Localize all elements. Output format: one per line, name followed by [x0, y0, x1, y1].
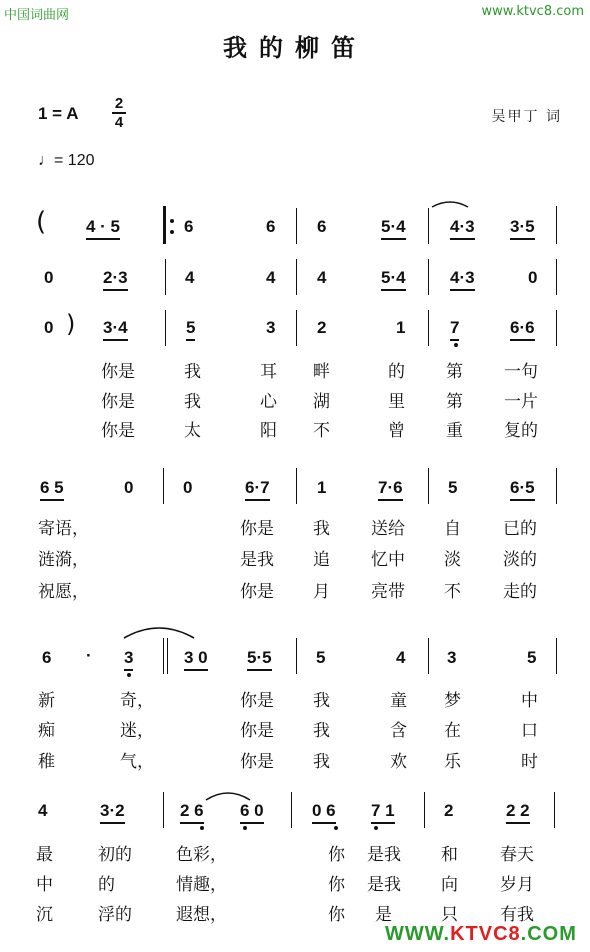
- intro-paren-open: (: [36, 207, 47, 237]
- lyric: 向: [441, 875, 458, 895]
- lyric: 涟漪，: [38, 550, 89, 570]
- lyric: 只: [441, 905, 458, 925]
- lyric: 湖: [313, 392, 330, 412]
- lyric: 你是: [240, 721, 274, 741]
- intro-r3-note-4: 3: [266, 318, 276, 337]
- barline: [296, 259, 297, 295]
- barline: [554, 792, 555, 828]
- intro-r1-note-7: 3·5: [510, 217, 535, 240]
- sys2-note-1: 6 5: [40, 478, 64, 501]
- lyric: 浮的: [98, 905, 132, 925]
- time-signature-top: 2: [114, 95, 124, 112]
- lyric: 稚: [38, 752, 55, 772]
- lyric: 春天: [500, 845, 534, 865]
- lyric: 是我: [367, 845, 401, 865]
- lyricist-credit: 吴甲丁 词: [491, 109, 562, 125]
- intro-r2-note-7: 4·3: [450, 268, 475, 291]
- lyric: 已的: [503, 519, 537, 539]
- time-signature-bottom: 4: [114, 114, 124, 131]
- barline: [296, 468, 297, 504]
- lyric: 有我: [500, 905, 534, 925]
- barline: [165, 259, 166, 295]
- lyric: 时: [521, 752, 538, 772]
- barline: [424, 792, 425, 828]
- slur-mark: [122, 624, 196, 640]
- lyric: 中: [36, 875, 53, 895]
- lyric: 祝愿，: [38, 582, 89, 602]
- song-title: 我的柳笛: [223, 33, 367, 62]
- lyric: 情趣，: [176, 875, 227, 895]
- lyric: 含: [390, 721, 407, 741]
- lyric: 和: [441, 845, 458, 865]
- sys3-note-9: 5: [527, 648, 537, 667]
- sys2-note-3: 0: [183, 478, 193, 497]
- intro-r2-note-4: 4: [266, 268, 276, 287]
- low-octave-dot: [454, 343, 458, 347]
- lyric: 最: [36, 845, 53, 865]
- intro-r2-note-6: 5·4: [381, 268, 406, 291]
- sys3-note-8: 3: [447, 648, 457, 667]
- lyric: 畔: [313, 362, 330, 382]
- lyric: 你是: [240, 752, 274, 772]
- lyric: 色彩，: [176, 845, 227, 865]
- barline: [556, 206, 557, 244]
- lyric: 忆中: [371, 550, 405, 570]
- low-octave-dot: [127, 673, 131, 677]
- barline: [296, 208, 297, 244]
- repeat-barline: [163, 206, 166, 244]
- lyric: 我: [184, 392, 201, 412]
- sys4-note-1: 4: [38, 801, 48, 820]
- low-octave-dot: [374, 826, 378, 830]
- intro-paren-close: ): [66, 310, 76, 338]
- lyric: 淡: [444, 550, 461, 570]
- lyric: 我: [313, 721, 330, 741]
- site-watermark-left: 中国词曲网: [4, 8, 70, 23]
- lyric: 月: [313, 582, 330, 602]
- lyric: 第: [446, 362, 463, 382]
- intro-r1-note-2: 6: [184, 217, 194, 236]
- lyric: 心: [260, 392, 277, 412]
- sys2-note-4: 6·7: [245, 478, 270, 501]
- intro-r1-note-3: 6: [266, 217, 276, 236]
- low-octave-dot: [243, 826, 247, 830]
- barline: [291, 792, 292, 828]
- sys4-note-5: 0 6: [312, 801, 336, 824]
- barline: [165, 310, 166, 346]
- footer-watermark-ktv: KTVC8: [450, 923, 521, 945]
- lyric: 淡的: [503, 550, 537, 570]
- barline: [428, 310, 429, 346]
- lyric: 一句: [504, 362, 538, 382]
- lyric: 我: [313, 752, 330, 772]
- repeat-dot: [170, 230, 174, 234]
- lyric: 走的: [503, 582, 537, 602]
- barline: [556, 638, 557, 674]
- lyric: 口: [521, 721, 538, 741]
- lyric: 一片: [504, 392, 538, 412]
- sys3-note-4: 3 0: [184, 648, 208, 671]
- lyric: 的: [388, 362, 405, 382]
- sys2-note-5: 1: [317, 478, 327, 497]
- lyric: 你是: [101, 421, 135, 441]
- footer-watermark-suffix: .COM: [520, 923, 577, 945]
- lyric: 初的: [98, 845, 132, 865]
- barline: [556, 468, 557, 504]
- sys4-note-8: 2 2: [506, 801, 530, 824]
- lyric: 你: [328, 845, 345, 865]
- sys4-note-3: 2 6: [180, 801, 204, 824]
- intro-r3-note-8: 6·6: [510, 318, 535, 341]
- barline: [428, 468, 429, 504]
- sys4-note-2: 3·2: [100, 801, 125, 824]
- lyric: 我: [184, 362, 201, 382]
- lyric: 自: [444, 519, 461, 539]
- sys4-note-4: 6 0: [240, 801, 264, 824]
- sys3-note-2: ·: [86, 646, 92, 665]
- barline: [428, 208, 429, 244]
- lyric: 亮带: [371, 582, 405, 602]
- lyric: 里: [388, 392, 405, 412]
- lyric: 你: [328, 905, 345, 925]
- lyric: 乐: [444, 752, 461, 772]
- intro-r2-note-8: 0: [528, 268, 538, 287]
- lyric: 耳: [260, 362, 277, 382]
- intro-r3-note-2: 3·4: [103, 318, 128, 341]
- barline: [163, 638, 164, 674]
- sys3-note-3: 3: [124, 648, 133, 671]
- footer-watermark-prefix: WWW.: [385, 923, 451, 945]
- lyric: 重: [446, 421, 463, 441]
- intro-r3-note-5: 2: [317, 318, 327, 337]
- lyric: 太: [184, 421, 201, 441]
- lyric: 遐想，: [176, 905, 227, 925]
- time-signature: [112, 96, 126, 130]
- lyric: 我: [313, 691, 330, 711]
- lyric: 你: [328, 875, 345, 895]
- lyric: 不: [444, 582, 461, 602]
- low-octave-dot: [200, 826, 204, 830]
- site-watermark-right: www.ktvc8.com: [481, 4, 584, 19]
- lyric: 岁月: [500, 875, 534, 895]
- lyric: 你是: [101, 392, 135, 412]
- sys4-note-7: 2: [444, 801, 454, 820]
- lyric: 复的: [504, 421, 538, 441]
- lyric: 在: [444, 721, 461, 741]
- lyric: 沉: [36, 905, 53, 925]
- lyric: 童: [390, 691, 407, 711]
- sys3-note-1: 6: [42, 648, 52, 667]
- lyric: 是我: [367, 875, 401, 895]
- lyric: 痴: [38, 721, 55, 741]
- sys3-note-6: 5: [316, 648, 326, 667]
- barline: [428, 259, 429, 295]
- barline: [163, 468, 164, 504]
- sys2-note-8: 6·5: [510, 478, 535, 501]
- tempo-marking: ♩= 120: [38, 152, 95, 169]
- intro-r1-note-4: 6: [317, 217, 327, 236]
- lyric: 是: [375, 905, 392, 925]
- intro-r2-note-5: 4: [317, 268, 327, 287]
- sys4-note-6: 7 1: [371, 801, 395, 824]
- sys2-note-7: 5: [448, 478, 458, 497]
- lyric: 奇，: [120, 691, 154, 711]
- lyric: 寄语，: [38, 519, 89, 539]
- sys3-note-5: 5·5: [247, 648, 272, 671]
- lyric: 我: [313, 519, 330, 539]
- lyric: 中: [521, 691, 538, 711]
- lyric: 你是: [240, 691, 274, 711]
- barline: [163, 792, 164, 828]
- lyric: 你是: [240, 519, 274, 539]
- lyric: 第: [446, 392, 463, 412]
- low-octave-dot: [334, 826, 338, 830]
- barline: [428, 638, 429, 674]
- lyric: 你是: [101, 362, 135, 382]
- lyric: 的: [98, 875, 115, 895]
- tie-mark: [430, 199, 470, 209]
- intro-r2-note-2: 2·3: [103, 268, 128, 291]
- intro-r3-note-7: 7: [450, 318, 459, 341]
- lyric: 欢: [390, 752, 407, 772]
- lyric: 梦: [444, 691, 461, 711]
- intro-r2-note-3: 4: [185, 268, 195, 287]
- barline: [556, 259, 557, 295]
- barline: [167, 638, 168, 674]
- lyric: 曾: [388, 421, 405, 441]
- lyric: 你是: [240, 582, 274, 602]
- key-signature: 1 = A: [38, 104, 79, 123]
- intro-r3-note-1: 0: [44, 318, 54, 337]
- lyric: 迷，: [120, 721, 154, 741]
- sys3-note-7: 4: [396, 648, 406, 667]
- lyric: 是我: [240, 550, 274, 570]
- intro-r2-note-1: 0: [44, 268, 54, 287]
- intro-r3-note-6: 1: [396, 318, 406, 337]
- barline: [556, 310, 557, 346]
- intro-r1-note-6: 4·3: [450, 217, 475, 240]
- intro-r1-note-5: 5·4: [381, 217, 406, 240]
- lyric: 新: [38, 691, 55, 711]
- repeat-dot: [170, 219, 174, 223]
- lyric: 不: [313, 421, 330, 441]
- barline: [296, 638, 297, 674]
- sys2-note-2: 0: [124, 478, 134, 497]
- lyric: 送给: [371, 519, 405, 539]
- intro-r1-note-1: 4 · 5: [86, 217, 120, 240]
- lyric: 阳: [260, 421, 277, 441]
- intro-r3-note-3: 5: [186, 318, 195, 341]
- lyric: 气，: [120, 752, 154, 772]
- lyric: 追: [313, 550, 330, 570]
- footer-watermark: [385, 923, 577, 946]
- sys2-note-6: 7·6: [378, 478, 403, 501]
- barline: [296, 310, 297, 346]
